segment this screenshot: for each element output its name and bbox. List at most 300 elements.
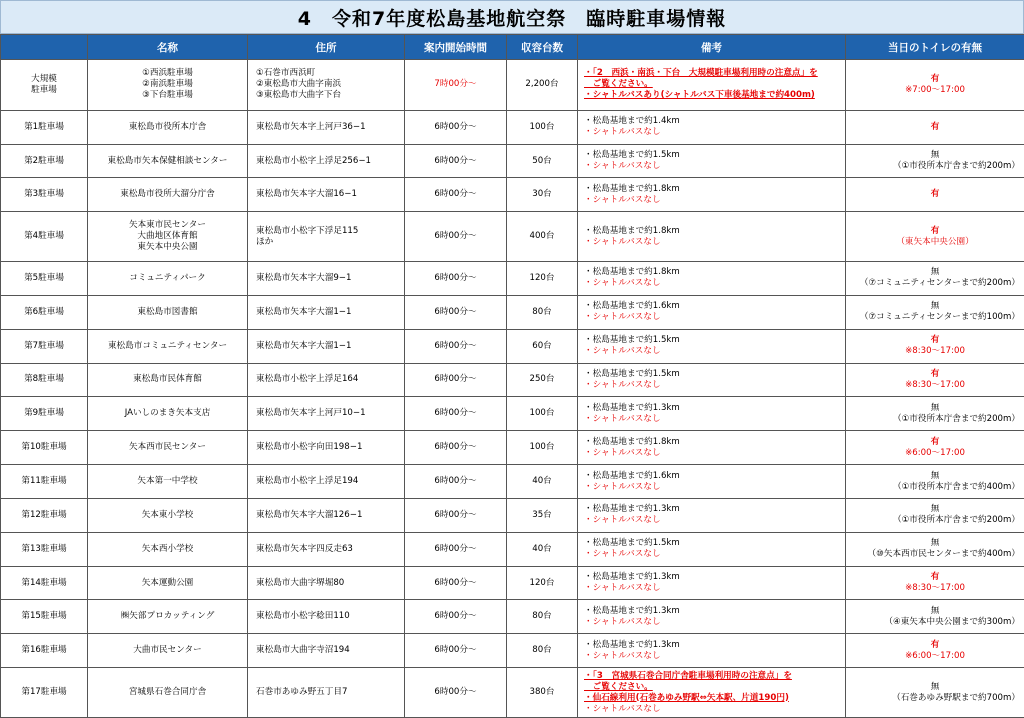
notes [578, 431, 846, 465]
parking-name [88, 212, 248, 262]
notes [578, 363, 846, 397]
capacity [507, 634, 578, 668]
name-line: 矢本第一中学校 [137, 476, 198, 486]
notes [578, 212, 846, 262]
parking-label [1, 668, 88, 718]
notes [578, 498, 846, 532]
table-row [1, 566, 1024, 600]
table-row [1, 634, 1024, 668]
toilet-line: 有 [930, 639, 940, 650]
capacity [507, 262, 578, 296]
note-line: ・松島基地まで約1.6km [584, 301, 680, 312]
parking-name [88, 295, 248, 329]
note-line: ・シャトルバスなし [584, 703, 661, 714]
toilet-line: 有 [930, 189, 940, 200]
table-row [1, 329, 1024, 363]
address-line: 東松島市大曲字寺沼194 [256, 645, 350, 656]
parking-label [1, 329, 88, 363]
table-header-row [1, 35, 1024, 60]
capacity [507, 144, 578, 178]
name-line: 矢本西小学校 [141, 543, 194, 554]
notes [578, 110, 846, 144]
name-line: 矢本東小学校 [141, 509, 194, 520]
toilet-availability [846, 634, 1024, 668]
start-time [405, 178, 507, 212]
header-start-time: 案内開始時間 [405, 35, 507, 60]
parking-address [248, 363, 405, 397]
parking-name [88, 110, 248, 144]
parking-name [88, 144, 248, 178]
toilet-line: 有 [930, 368, 940, 379]
toilet-availability [846, 144, 1024, 178]
header-address: 住所 [248, 35, 405, 60]
toilet-line: 有 [930, 121, 940, 132]
toilet-line: （①市役所本庁舎まで約200m） [892, 515, 1020, 526]
name-line: ㈱矢部プロカッティング [120, 611, 215, 622]
parking-label [1, 295, 88, 329]
toilet-line: （⑩矢本西市民センターまで約400m） [867, 549, 1020, 560]
name-line: コミュニティパーク [129, 272, 206, 283]
toilet-availability [846, 668, 1024, 718]
parking-address [248, 431, 405, 465]
label-line: 第11駐車場 [21, 476, 67, 486]
table-row [1, 178, 1024, 212]
name-line: 矢本東市民センター [128, 220, 206, 231]
toilet-line: ※6:00～17:00 [905, 447, 965, 458]
name-line: 大曲地区体育館 [137, 231, 198, 242]
header-notes: 備考 [578, 35, 846, 60]
parking-label [1, 363, 88, 397]
start-time-value: 6時00分～ [434, 476, 477, 486]
note-line: ・松島基地まで約1.3km [584, 605, 680, 616]
label-line: 大規模 [31, 73, 57, 84]
start-time [405, 110, 507, 144]
table-row [1, 498, 1024, 532]
notes [578, 566, 846, 600]
note-line: ・松島基地まで約1.8km [584, 183, 680, 194]
address-line: ②東松島市大曲字南浜 [256, 79, 342, 90]
table-row [1, 212, 1024, 262]
name-line: 東松島市役所大溜分庁舎 [120, 189, 215, 200]
start-time-value: 6時00分～ [434, 155, 477, 166]
toilet-availability [846, 397, 1024, 431]
address-line: 東松島市小松字上浮足194 [256, 476, 359, 486]
note-line: ・シャトルバスなし [584, 616, 661, 627]
parking-name [88, 397, 248, 431]
note-line: ・シャトルバスなし [584, 481, 661, 492]
parking-name [88, 363, 248, 397]
toilet-line: 有 [930, 335, 940, 346]
start-time-value: 6時00分～ [434, 408, 477, 419]
parking-name [88, 668, 248, 718]
parking-address [248, 110, 405, 144]
capacity [507, 329, 578, 363]
capacity [507, 566, 578, 600]
start-time [405, 60, 507, 111]
notes [578, 634, 846, 668]
parking-name [88, 178, 248, 212]
note-line: ・シャトルバスなし [584, 236, 661, 247]
start-time-value: 6時00分～ [434, 121, 477, 132]
note-line: ・シャトルバスなし [584, 515, 661, 526]
label-line: 第2駐車場 [24, 155, 64, 166]
name-line: JAいしのまき矢本支店 [124, 408, 211, 419]
address-line: 東松島市矢本字大溜9−1 [256, 272, 352, 283]
label-line: 第5駐車場 [24, 272, 64, 283]
parking-label [1, 397, 88, 431]
capacity [507, 600, 578, 634]
table-row [1, 668, 1024, 718]
parking-address [248, 60, 405, 111]
toilet-line: 無 [930, 538, 940, 549]
capacity [507, 60, 578, 111]
start-time [405, 566, 507, 600]
capacity-value: 380台 [529, 687, 555, 698]
note-line: ・シャトルバスなし [584, 549, 661, 560]
note-line: ・シャトルバスなし [584, 583, 661, 594]
toilet-availability [846, 262, 1024, 296]
start-time [405, 397, 507, 431]
capacity-value: 120台 [529, 577, 555, 588]
start-time [405, 465, 507, 499]
start-time-value: 6時00分～ [434, 231, 477, 242]
toilet-line: （⑦コミュニティセンターまで約200m） [859, 278, 1020, 289]
capacity [507, 668, 578, 718]
name-line: 東松島市コミュニティセンター [107, 340, 228, 351]
toilet-line: 有 [930, 225, 940, 236]
parking-address [248, 634, 405, 668]
start-time [405, 668, 507, 718]
label-line: 第8駐車場 [24, 374, 64, 385]
notes [578, 397, 846, 431]
start-time [405, 212, 507, 262]
capacity [507, 212, 578, 262]
start-time [405, 498, 507, 532]
parking-label [1, 465, 88, 499]
name-line: 大曲市民センター [133, 645, 202, 656]
label-line: 第7駐車場 [24, 340, 64, 351]
note-line: ・松島基地まで約1.5km [584, 335, 680, 346]
note-line: ・松島基地まで約1.5km [584, 368, 680, 379]
header-label [1, 35, 88, 60]
start-time [405, 262, 507, 296]
start-time [405, 532, 507, 566]
parking-address [248, 498, 405, 532]
note-line: ・シャトルバスなし [584, 312, 661, 323]
parking-label [1, 566, 88, 600]
name-line: 東矢本中央公園 [137, 242, 198, 253]
parking-name [88, 329, 248, 363]
parking-address [248, 397, 405, 431]
table-row [1, 431, 1024, 465]
name-line: 宮城県石巻合同庁舎 [128, 687, 207, 698]
toilet-line: 無 [930, 301, 940, 312]
start-time-value: 6時00分～ [434, 543, 477, 554]
capacity-value: 400台 [529, 231, 555, 242]
capacity-value: 30台 [532, 189, 552, 200]
parking-address [248, 566, 405, 600]
toilet-availability [846, 566, 1024, 600]
address-line: 東松島市矢本字上河戸10−1 [256, 408, 366, 419]
capacity-value: 35台 [532, 509, 552, 520]
note-line: ・シャトルバスなし [584, 447, 661, 458]
notes [578, 178, 846, 212]
notes [578, 329, 846, 363]
address-line: 東松島市矢本字四反走63 [256, 543, 353, 554]
toilet-line: （東矢本中央公園） [896, 236, 974, 247]
parking-name [88, 634, 248, 668]
parking-name [88, 465, 248, 499]
toilet-line: 無 [930, 605, 940, 616]
capacity [507, 178, 578, 212]
capacity [507, 465, 578, 499]
name-line: ③下台駐車場 [142, 90, 193, 101]
name-line: ②南浜駐車場 [142, 79, 193, 90]
address-line: 東松島市小松字下浮足115 [256, 225, 359, 236]
parking-address [248, 465, 405, 499]
toilet-availability [846, 465, 1024, 499]
note-line: ご覧ください。 [584, 79, 653, 90]
table-row [1, 295, 1024, 329]
capacity-value: 250台 [529, 374, 555, 385]
toilet-line: （⑦コミュニティセンターまで約100m） [859, 312, 1020, 323]
label-line: 第16駐車場 [21, 645, 67, 656]
toilet-line: 無 [930, 470, 940, 481]
address-line: 東松島市矢本字大溜16−1 [256, 189, 357, 200]
parking-address [248, 329, 405, 363]
label-line: 第10駐車場 [21, 442, 67, 453]
table-row [1, 397, 1024, 431]
capacity-value: 100台 [529, 121, 555, 132]
header-name: 名称 [88, 35, 248, 60]
page-title: 4 令和7年度松島基地航空祭 臨時駐車場情報 [0, 0, 1024, 34]
label-line: 第3駐車場 [24, 189, 64, 200]
note-line: ・松島基地まで約1.4km [584, 116, 680, 127]
start-time [405, 363, 507, 397]
parking-name [88, 600, 248, 634]
note-line: ・シャトルバスなし [584, 278, 661, 289]
start-time-value: 6時00分～ [434, 645, 477, 656]
label-line: 第13駐車場 [21, 543, 67, 554]
notes [578, 60, 846, 111]
start-time [405, 634, 507, 668]
parking-name [88, 60, 248, 111]
parking-name [88, 566, 248, 600]
label-line: 第14駐車場 [21, 577, 67, 588]
start-time-value: 6時00分～ [434, 442, 477, 453]
parking-address [248, 212, 405, 262]
address-line: 石巻市あゆみ野五丁目7 [256, 687, 348, 698]
note-line: ご覧ください。 [584, 681, 653, 692]
note-line: ・シャトルバスなし [584, 161, 661, 172]
toilet-availability [846, 431, 1024, 465]
note-line: ・松島基地まで約1.3km [584, 402, 680, 413]
toilet-availability [846, 178, 1024, 212]
parking-name [88, 532, 248, 566]
table-row [1, 144, 1024, 178]
name-line: 矢本西市民センター [128, 442, 206, 453]
toilet-line: 無 [930, 504, 940, 515]
capacity-value: 120台 [529, 272, 555, 283]
capacity [507, 110, 578, 144]
toilet-line: 有 [930, 572, 940, 583]
capacity [507, 295, 578, 329]
parking-label [1, 262, 88, 296]
table-row [1, 532, 1024, 566]
start-time-value: 6時00分～ [434, 374, 477, 385]
address-line: ①石巻市西浜町 [256, 68, 316, 79]
table-row [1, 465, 1024, 499]
toilet-line: 有 [930, 73, 940, 84]
capacity-value: 2,200台 [525, 79, 559, 90]
start-time-value: 6時00分～ [434, 306, 477, 317]
notes [578, 144, 846, 178]
table-row [1, 110, 1024, 144]
address-line: 東松島市小松字稔田110 [256, 611, 350, 622]
note-line: ・松島基地まで約1.3km [584, 639, 680, 650]
parking-address [248, 600, 405, 634]
parking-address [248, 178, 405, 212]
note-line: ・松島基地まで約1.8km [584, 267, 680, 278]
address-line: 東松島市大曲字堺堀80 [256, 577, 345, 588]
table-row [1, 60, 1024, 111]
name-line: 東松島市民体育館 [133, 374, 202, 385]
capacity-value: 40台 [532, 543, 552, 554]
note-line: ・「3 宮城県石巻合同庁舎駐車場利用時の注意点」を [584, 670, 792, 681]
note-line: ・シャトルバスあり(シャトルバス下車後基地まで約400m) [584, 90, 815, 101]
name-line: ①西浜駐車場 [142, 68, 193, 79]
toilet-line: 無 [930, 681, 940, 692]
label-line: 第12駐車場 [21, 509, 67, 520]
toilet-line: ※8:30～17:00 [905, 379, 965, 390]
address-line: 東松島市矢本字大溜1−1 [256, 340, 352, 351]
parking-label [1, 110, 88, 144]
parking-label [1, 532, 88, 566]
toilet-line: ※6:00～17:00 [905, 650, 965, 661]
notes [578, 465, 846, 499]
parking-label [1, 600, 88, 634]
note-line: ・シャトルバスなし [584, 650, 661, 661]
parking-label [1, 178, 88, 212]
address-line: 東松島市矢本字上河戸36−1 [256, 121, 366, 132]
capacity [507, 363, 578, 397]
address-line: 東松島市矢本字大溜126−1 [256, 509, 363, 520]
toilet-availability [846, 498, 1024, 532]
notes [578, 262, 846, 296]
capacity-value: 100台 [529, 408, 555, 419]
address-line: ほか [256, 236, 274, 247]
parking-label [1, 498, 88, 532]
name-line: 東松島市矢本保健相談センター [107, 155, 228, 166]
toilet-line: （①市役所本庁舎まで約200m） [892, 413, 1020, 424]
address-line: ③東松島市大曲字下台 [256, 90, 342, 101]
parking-name [88, 262, 248, 296]
address-line: 東松島市矢本字大溜1−1 [256, 306, 352, 317]
toilet-availability [846, 329, 1024, 363]
note-line: ・シャトルバスなし [584, 194, 661, 205]
label-line: 第6駐車場 [24, 306, 64, 317]
capacity-value: 80台 [532, 645, 552, 656]
start-time [405, 144, 507, 178]
toilet-availability [846, 600, 1024, 634]
label-line: 第17駐車場 [21, 687, 67, 698]
label-line: 第9駐車場 [24, 408, 64, 419]
address-line: 東松島市小松字上浮足164 [256, 374, 359, 385]
label-line: 第1駐車場 [24, 121, 64, 132]
parking-label [1, 212, 88, 262]
note-line: ・仙石線利用(石巻あゆみ野駅⇔矢本駅、片道190円) [584, 692, 789, 703]
capacity [507, 498, 578, 532]
parking-address [248, 144, 405, 178]
note-line: ・松島基地まで約1.5km [584, 150, 680, 161]
toilet-line: ※7:00～17:00 [905, 84, 965, 95]
note-line: ・松島基地まで約1.8km [584, 225, 680, 236]
parking-name [88, 498, 248, 532]
toilet-line: 無 [930, 267, 940, 278]
toilet-line: 無 [930, 150, 940, 161]
parking-label [1, 634, 88, 668]
toilet-availability [846, 212, 1024, 262]
parking-name [88, 431, 248, 465]
toilet-line: （石巻あゆみ野駅まで約700m） [892, 692, 1020, 703]
note-line: ・松島基地まで約1.8km [584, 436, 680, 447]
parking-address [248, 295, 405, 329]
capacity-value: 100台 [529, 442, 555, 453]
capacity-value: 40台 [532, 476, 552, 486]
name-line: 矢本運動公園 [141, 577, 194, 588]
notes [578, 295, 846, 329]
capacity-value: 60台 [532, 340, 552, 351]
parking-address [248, 532, 405, 566]
start-time-value: 6時00分～ [434, 272, 477, 283]
notes [578, 532, 846, 566]
header-toilet: 当日のトイレの有無 [846, 35, 1024, 60]
capacity [507, 431, 578, 465]
parking-label [1, 144, 88, 178]
toilet-line: 有 [930, 436, 940, 447]
start-time-value: 6時00分～ [434, 577, 477, 588]
toilet-availability [846, 110, 1024, 144]
capacity [507, 397, 578, 431]
note-line: ・シャトルバスなし [584, 379, 661, 390]
toilet-line: ※8:30～17:00 [905, 346, 965, 357]
start-time-value: 6時00分～ [434, 687, 477, 698]
note-line: ・松島基地まで約1.6km [584, 470, 680, 481]
toilet-availability [846, 60, 1024, 111]
toilet-line: ※8:30～17:00 [905, 583, 965, 594]
label-line: 第4駐車場 [24, 231, 64, 242]
note-line: ・松島基地まで約1.3km [584, 504, 680, 515]
capacity-value: 80台 [532, 306, 552, 317]
capacity-value: 50台 [532, 155, 552, 166]
notes [578, 600, 846, 634]
parking-label [1, 431, 88, 465]
start-time-value: 7時00分～ [434, 79, 477, 90]
name-line: 東松島市役所本庁舎 [128, 121, 207, 132]
toilet-availability [846, 363, 1024, 397]
parking-label [1, 60, 88, 111]
name-line: 東松島市図書館 [137, 306, 198, 317]
toilet-line: （④東矢本中央公園まで約300m） [884, 616, 1020, 627]
note-line: ・シャトルバスなし [584, 346, 661, 357]
table-row [1, 363, 1024, 397]
capacity-value: 80台 [532, 611, 552, 622]
note-line: ・「2 西浜・南浜・下台 大規模駐車場利用時の注意点」を [584, 68, 818, 79]
header-capacity: 収容台数 [507, 35, 578, 60]
note-line: ・シャトルバスなし [584, 127, 661, 138]
notes [578, 668, 846, 718]
table-row [1, 600, 1024, 634]
